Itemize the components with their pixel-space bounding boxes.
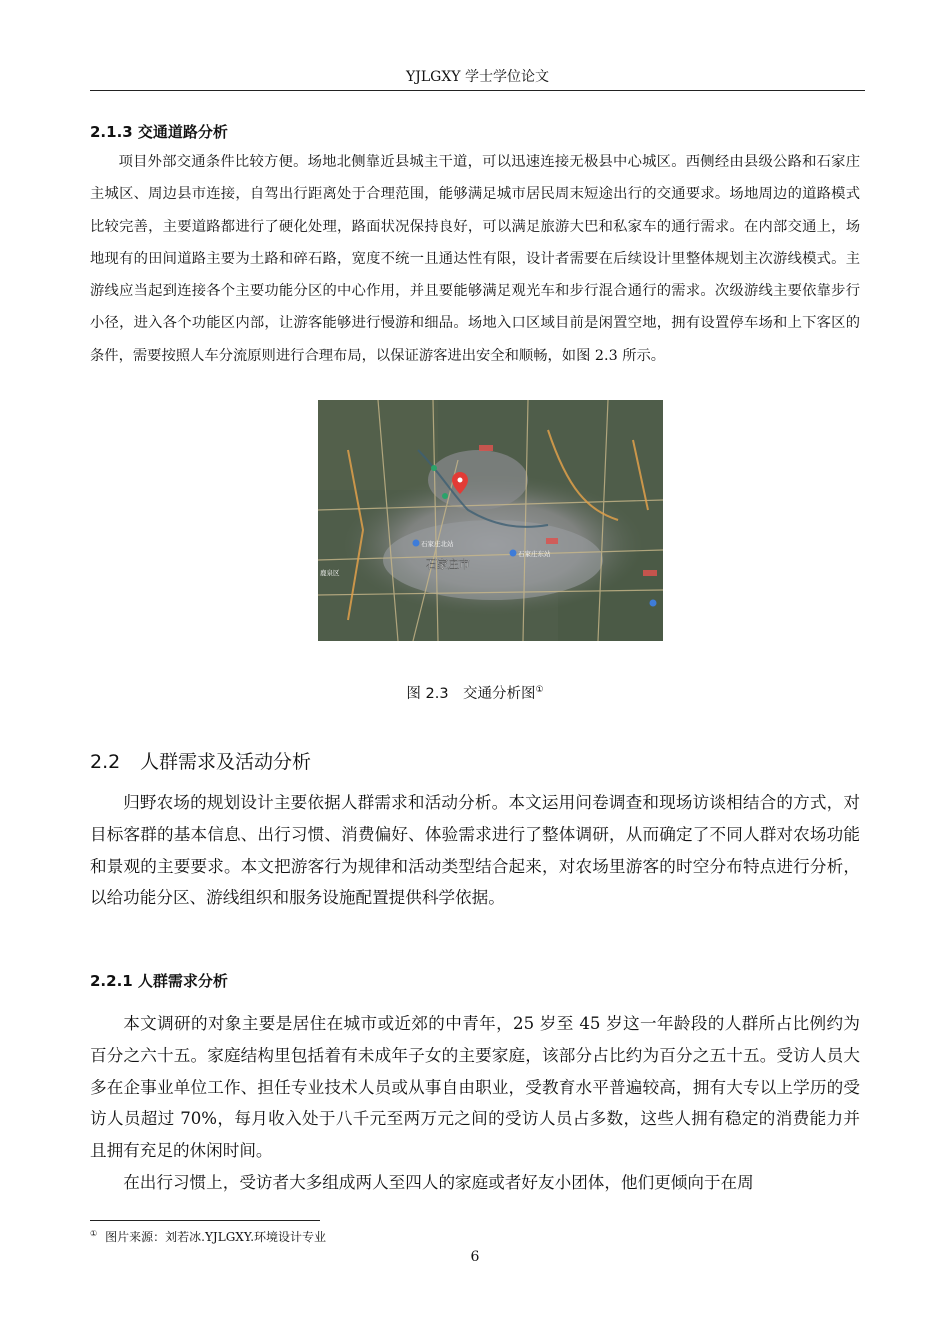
map-label-station-north: 石家庄北站 — [421, 540, 454, 548]
section-2-2-heading — [90, 747, 311, 774]
section-2-1-3-heading: 2.1.3 交通道路分析 — [90, 123, 228, 141]
footnote — [90, 1228, 326, 1245]
figure-caption-text: 图 2.3 交通分析图 — [406, 686, 536, 702]
crowd-demand-paragraph: 本文调研的对象主要是居住在城市或近郊的中青年，25 岁至 45 岁这一年龄段的人群所占比例约为百分之六十五。家庭结构里包括着有未成年子女的主要家庭，该部分占比约为百分之五十五。受访人员大多在企事业单位工作、担任专业技术人员或从事自由职业，受教育水平普遍较高，拥有大专以上学历的受访人员超过 70%，每月收入处于八千元至两万元之间的受访人员占多数，这些人拥有稳定的消费能力并且拥有充足的休闲时间。 — [90, 1014, 860, 1161]
figure-caption — [0, 682, 950, 703]
map-label-west: 鹿泉区 — [320, 569, 340, 577]
traffic-analysis-paragraph: 项目外部交通条件比较方便。场地北侧靠近县城主干道，可以迅速连接无极县中心城区。西侧经由县级公路和石家庄主城区、周边县市连接，自驾出行距离处于合理范围，能够满足城市居民周末短途出行的交通要求。场地周边的道路模式比较完善，主要道路都进行了硬化处理，路面状况保持良好，可以满足旅游大巴和私家车的通行需求。在内部交通上，场地现有的田间道路主要为土路和碎石路，宽度不统一且通达性有限，设计者需要在后续设计里整体规划主次游线模式。主游线应当起到连接各个主要功能分区的中心作用，并且要能够满足观光车和步行混合通行的需求。次级游线主要依靠步行小径，进入各个功能区内部，让游客能够进行慢游和细品。场地入口区域目前是闲置空地，拥有设置停车场和上下客区的条件，需要按照人车分流原则进行合理布局，以保证游客进出安全和顺畅，如图 2.3 所示。 — [90, 154, 860, 364]
running-header: YJLGXY 学士学位论文 — [90, 66, 865, 91]
page-number: 6 — [470, 1249, 480, 1265]
map-label-city: 石家庄市 — [426, 558, 470, 571]
crowd-activity-paragraph: 归野农场的规划设计主要依据人群需求和活动分析。本文运用问卷调查和现场访谈相结合的方式，对目标客群的基本信息、出行习惯、消费偏好、体验需求进行了整体调研，从而确定了不同人群对农场功能和景观的主要要求。本文把游客行为规律和活动类型结合起来，对农场里游客的时空分布特点进行分析，以给功能分区、游线组织和服务设施配置提供科学依据。 — [90, 793, 860, 908]
footnote-mark: ① — [90, 1229, 98, 1238]
travel-habit-paragraph: 在出行习惯上，受访者大多组成两人至四人的家庭或者好友小团体，他们更倾向于在周 — [123, 1173, 754, 1192]
footnote-divider — [90, 1220, 320, 1221]
traffic-map-figure — [318, 400, 663, 641]
section-2-2-title: 人群需求及活动分析 — [140, 751, 312, 773]
section-2-2-1-heading: 2.2.1 人群需求分析 — [90, 972, 228, 990]
figure-caption-note-mark: ① — [535, 685, 544, 696]
section-2-2-number: 2.2 — [90, 751, 121, 773]
satellite-map-image — [318, 400, 663, 641]
map-label-station-east: 石家庄东站 — [518, 550, 551, 558]
footnote-text: 图片来源：刘若冰.YJLGXY.环境设计专业 — [105, 1230, 327, 1244]
